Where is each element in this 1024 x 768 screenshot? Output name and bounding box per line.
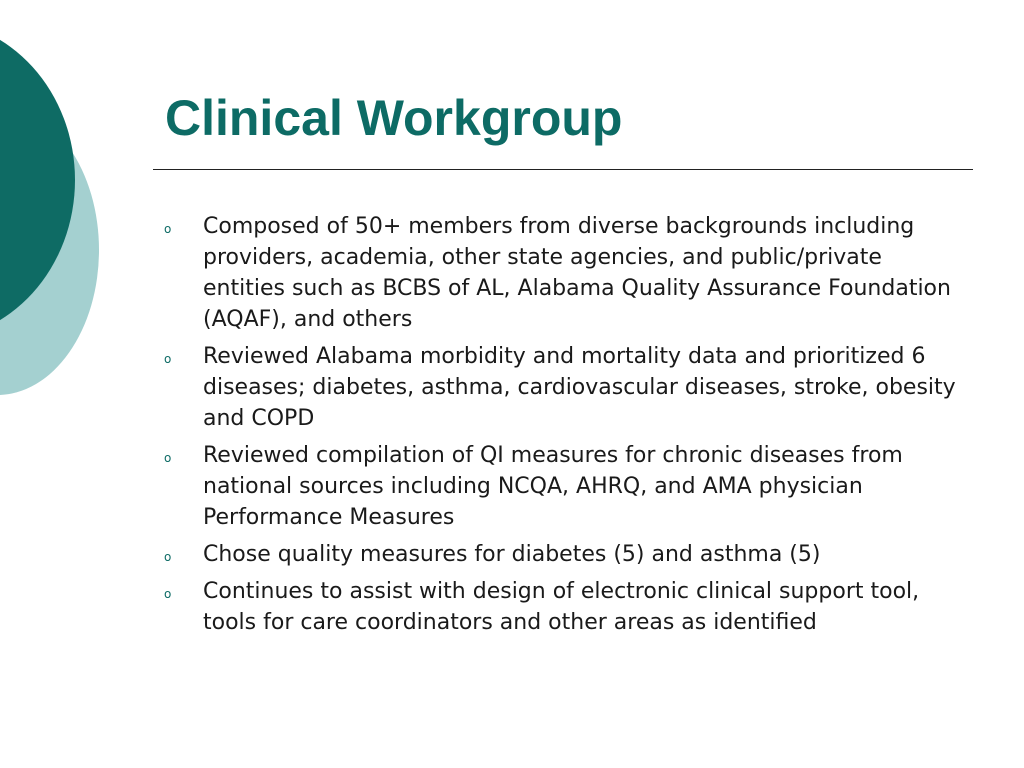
hollow-circle-bullet-icon: o: [164, 451, 172, 465]
hollow-circle-bullet-icon: o: [164, 587, 172, 601]
bullet-item-4: [160, 539, 960, 570]
bullet-text-2: Reviewed Alabama morbidity and mortality data and prioritized 6 diseases; diabetes, asthma, cardiovascular diseases, stroke, obesity and COPD: [203, 344, 956, 431]
hollow-circle-bullet-icon: o: [164, 352, 172, 366]
bullet-text-3: Reviewed compilation of QI measures for chronic diseases from national sources including NCQA, AHRQ, and AMA physician Performance Measures: [203, 443, 903, 530]
bullet-item-2: [160, 341, 960, 434]
bullet-text-4: Chose quality measures for diabetes (5) and asthma (5): [203, 542, 821, 567]
hollow-circle-bullet-icon: o: [164, 222, 172, 236]
slide-title: Clinical Workgroup: [165, 90, 623, 146]
hollow-circle-bullet-icon: o: [164, 550, 172, 564]
bullet-item-3: [160, 440, 960, 533]
bullet-list: [160, 211, 960, 644]
bullet-item-5: [160, 576, 960, 638]
bullet-text-5: Continues to assist with design of electronic clinical support tool, tools for care coordinators and other areas as identified: [203, 579, 920, 635]
bullet-text-1: Composed of 50+ members from diverse backgrounds including providers, academia, other state agencies, and public/private entities such as BCBS of AL, Alabama Quality Assurance Foundation (AQAF), and others: [203, 214, 951, 332]
bullet-item-1: [160, 211, 960, 335]
title-divider: [153, 169, 973, 170]
